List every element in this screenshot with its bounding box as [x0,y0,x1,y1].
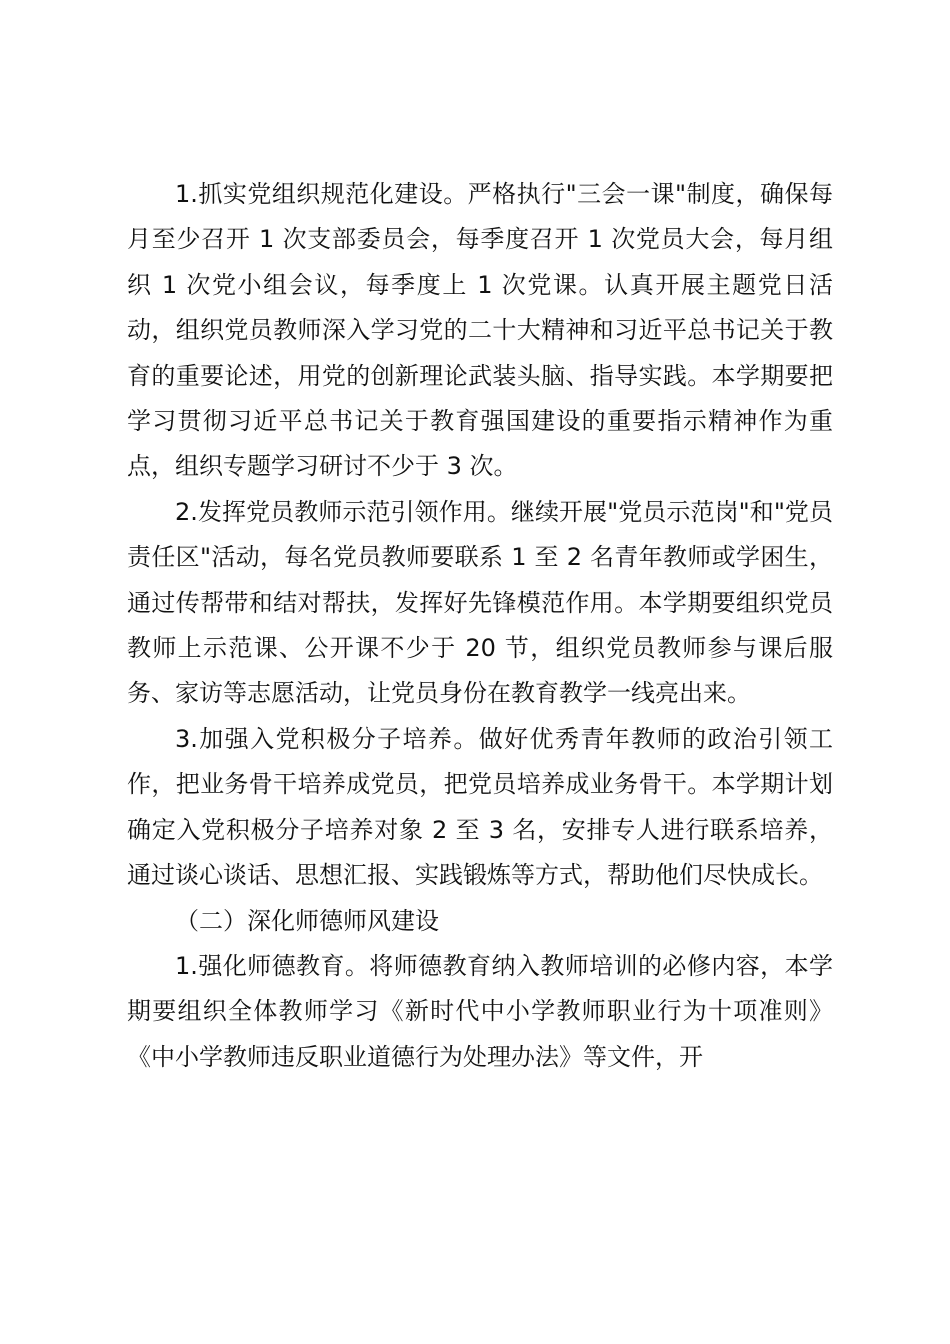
paragraph-party-member-role: 2.发挥党员教师示范引领作用。继续开展"党员示范岗"和"党员责任区"活动，每名党员教师要联系 1 至 2 名青年教师或学困生，通过传帮带和结对帮扶，发挥好先锋模范作用。本学期要组织党员教师上示范课、公开课不少于 20 节，组织党员教师参与课后服务、家访等志愿活动，让党员身份在教育教学一线亮出来。 [127,497,833,708]
section-heading: （二）深化师德师风建设 [175,906,439,935]
paragraph-ethics-education: 1.强化师德教育。将师德教育纳入教师培训的必修内容，本学期要组织全体教师学习《新时代中小学教师职业行为十项准则》《中小学教师违反职业道德行为处理办法》等文件，开 [127,951,833,1071]
document-body [127,172,833,1080]
paragraph-activist-training: 3.加强入党积极分子培养。做好优秀青年教师的政治引领工作，把业务骨干培养成党员，把党员培养成业务骨干。本学期计划确定入党积极分子培养对象 2 至 3 名，安排专人进行联系培养，通过谈心谈话、思想汇报、实践锻炼等方式，帮助他们尽快成长。 [127,724,833,890]
paragraph-party-organization: 1.抓实党组织规范化建设。严格执行"三会一课"制度，确保每月至少召开 1 次支部委员会，每季度召开 1 次党员大会，每月组织 1 次党小组会议，每季度上 1 次党课。认真开展主题党日活动，组织党员教师深入学习党的二十大精神和习近平总书记关于教育的重要论述，用党的创新理论武装头脑、指导实践。本学期要把学习贯彻习近平总书记关于教育强国建设的重要指示精神作为重点，组织专题学习研讨不少于 3 次。 [127,180,833,481]
